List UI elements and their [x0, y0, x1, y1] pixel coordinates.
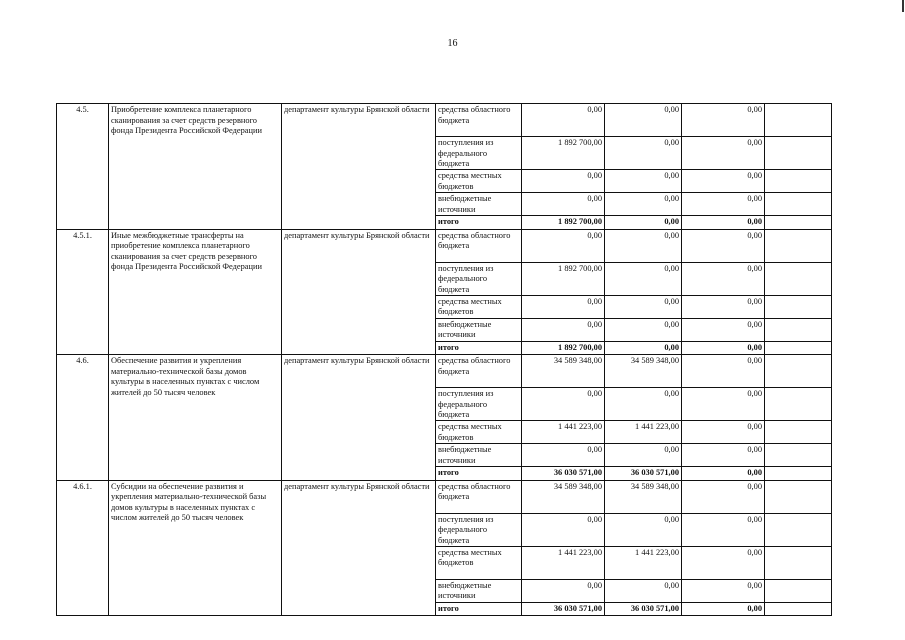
funding-source [436, 421, 522, 444]
amount-v1: 1 892 700,00 [522, 216, 605, 230]
amount-v2: 0,00 [605, 318, 682, 341]
amount-v3: 0,00 [682, 355, 765, 388]
amount-v3: 0,00 [682, 602, 765, 616]
empty-cell [765, 444, 832, 467]
source-row [57, 104, 832, 137]
amount-v3: 0,00 [682, 137, 765, 170]
funding-source-label: средства местных бюджетов [438, 422, 502, 442]
empty-cell [765, 513, 832, 546]
amount-v1: 36 030 571,00 [522, 467, 605, 481]
amount-v1: 0,00 [522, 444, 605, 467]
amount-v2: 34 589 348,00 [605, 480, 682, 513]
amount-v1: 0,00 [522, 513, 605, 546]
amount-v2: 36 030 571,00 [605, 602, 682, 616]
item-executor: департамент культуры Брянской области [282, 355, 436, 481]
funding-source [436, 480, 522, 513]
funding-source [436, 170, 522, 193]
funding-source-label: средства местных бюджетов [438, 171, 502, 191]
funding-source-label: средства местных бюджетов [438, 547, 502, 567]
funding-source-label: итого [438, 468, 459, 477]
amount-v3: 0,00 [682, 388, 765, 421]
amount-v2: 1 441 223,00 [605, 421, 682, 444]
amount-v2: 0,00 [605, 137, 682, 170]
amount-v1: 0,00 [522, 295, 605, 318]
funding-source-label: средства областного бюджета [438, 230, 511, 250]
amount-v2: 0,00 [605, 295, 682, 318]
amount-v2: 0,00 [605, 444, 682, 467]
funding-source-label: внебюджетные источники [438, 194, 492, 214]
amount-v2: 0,00 [605, 388, 682, 421]
amount-v3: 0,00 [682, 421, 765, 444]
funding-source [436, 546, 522, 579]
item-name: Иные межбюджетные трансферты на приобретение комплекса планетарного сканирования за счет средств резервного фонда Президента Российской Федерации [109, 229, 282, 355]
amount-v3: 0,00 [682, 216, 765, 230]
amount-v1: 0,00 [522, 193, 605, 216]
empty-cell [765, 295, 832, 318]
amount-v1: 0,00 [522, 170, 605, 193]
item-executor: департамент культуры Брянской области [282, 480, 436, 616]
funding-source [436, 444, 522, 467]
amount-v1: 0,00 [522, 388, 605, 421]
amount-v1: 1 441 223,00 [522, 546, 605, 579]
amount-v1: 1 892 700,00 [522, 137, 605, 170]
source-row [57, 229, 832, 262]
funding-source [436, 579, 522, 602]
funding-source [436, 262, 522, 295]
amount-v3: 0,00 [682, 193, 765, 216]
budget-table [56, 103, 832, 616]
empty-cell [765, 170, 832, 193]
funding-source [436, 137, 522, 170]
amount-v2: 0,00 [605, 579, 682, 602]
amount-v1: 0,00 [522, 579, 605, 602]
item-name: Субсидии на обеспечение развития и укрепления материально-технической базы домов культуры в населенных пунктах с числом жителей до 50 тысяч человек [109, 480, 282, 616]
amount-v3: 0,00 [682, 579, 765, 602]
funding-source-label: средства областного бюджета [438, 105, 511, 125]
empty-cell [765, 137, 832, 170]
funding-source [436, 104, 522, 137]
funding-source [436, 341, 522, 355]
empty-cell [765, 467, 832, 481]
amount-v1: 36 030 571,00 [522, 602, 605, 616]
amount-v3: 0,00 [682, 170, 765, 193]
funding-source-label: поступления из федерального бюджета [438, 514, 494, 545]
item-name: Приобретение комплекса планетарного сканирования за счет средств резервного фонда Президента Российской Федерации [109, 104, 282, 230]
amount-v1: 0,00 [522, 104, 605, 137]
amount-v3: 0,00 [682, 341, 765, 355]
amount-v2: 34 589 348,00 [605, 355, 682, 388]
item-number: 4.5.1. [57, 229, 109, 355]
empty-cell [765, 355, 832, 388]
funding-source [436, 216, 522, 230]
amount-v3: 0,00 [682, 295, 765, 318]
page-number: 16 [447, 38, 458, 49]
funding-source [436, 388, 522, 421]
empty-cell [765, 318, 832, 341]
funding-source-label: средства областного бюджета [438, 356, 511, 376]
funding-source-label: итого [438, 342, 459, 352]
funding-source [436, 229, 522, 262]
amount-v2: 0,00 [605, 262, 682, 295]
amount-v2: 1 441 223,00 [605, 546, 682, 579]
edge-mark [902, 0, 904, 12]
amount-v1: 34 589 348,00 [522, 355, 605, 388]
item-number: 4.6. [57, 355, 109, 481]
empty-cell [765, 216, 832, 230]
item-name: Обеспечение развития и укрепления материально-технической базы домов культуры в населенных пунктах с числом жителей до 50 тысяч человек [109, 355, 282, 481]
funding-source [436, 467, 522, 481]
item-executor: департамент культуры Брянской области [282, 229, 436, 355]
amount-v3: 0,00 [682, 480, 765, 513]
amount-v3: 0,00 [682, 546, 765, 579]
amount-v2: 36 030 571,00 [605, 467, 682, 481]
empty-cell [765, 421, 832, 444]
empty-cell [765, 480, 832, 513]
amount-v2: 0,00 [605, 104, 682, 137]
funding-source [436, 193, 522, 216]
funding-source [436, 513, 522, 546]
funding-source-label: итого [438, 603, 459, 613]
source-row [57, 355, 832, 388]
amount-v3: 0,00 [682, 513, 765, 546]
source-row [57, 480, 832, 513]
empty-cell [765, 193, 832, 216]
amount-v3: 0,00 [682, 467, 765, 481]
item-executor: департамент культуры Брянской области [282, 104, 436, 230]
amount-v1: 0,00 [522, 229, 605, 262]
item-number: 4.6.1. [57, 480, 109, 616]
empty-cell [765, 546, 832, 579]
funding-source-label: итого [438, 217, 459, 226]
amount-v1: 0,00 [522, 318, 605, 341]
amount-v1: 1 441 223,00 [522, 421, 605, 444]
item-number: 4.5. [57, 104, 109, 230]
amount-v2: 0,00 [605, 193, 682, 216]
funding-source [436, 602, 522, 616]
empty-cell [765, 341, 832, 355]
empty-cell [765, 579, 832, 602]
amount-v2: 0,00 [605, 170, 682, 193]
funding-source-label: поступления из федерального бюджета [438, 389, 494, 419]
amount-v3: 0,00 [682, 262, 765, 295]
amount-v1: 1 892 700,00 [522, 341, 605, 355]
funding-source-label: средства областного бюджета [438, 481, 511, 501]
empty-cell [765, 262, 832, 295]
funding-source-label: поступления из федерального бюджета [438, 138, 494, 168]
amount-v1: 34 589 348,00 [522, 480, 605, 513]
funding-source [436, 355, 522, 388]
funding-source-label: поступления из федерального бюджета [438, 263, 494, 294]
empty-cell [765, 388, 832, 421]
amount-v2: 0,00 [605, 513, 682, 546]
empty-cell [765, 104, 832, 137]
amount-v3: 0,00 [682, 104, 765, 137]
empty-cell [765, 602, 832, 616]
amount-v2: 0,00 [605, 229, 682, 262]
funding-source [436, 318, 522, 341]
funding-source-label: внебюджетные источники [438, 580, 492, 600]
amount-v3: 0,00 [682, 444, 765, 467]
funding-source [436, 295, 522, 318]
funding-source-label: внебюджетные источники [438, 445, 492, 465]
funding-source-label: внебюджетные источники [438, 319, 492, 339]
amount-v2: 0,00 [605, 216, 682, 230]
amount-v3: 0,00 [682, 229, 765, 262]
amount-v1: 1 892 700,00 [522, 262, 605, 295]
amount-v3: 0,00 [682, 318, 765, 341]
amount-v2: 0,00 [605, 341, 682, 355]
funding-source-label: средства местных бюджетов [438, 296, 502, 316]
empty-cell [765, 229, 832, 262]
